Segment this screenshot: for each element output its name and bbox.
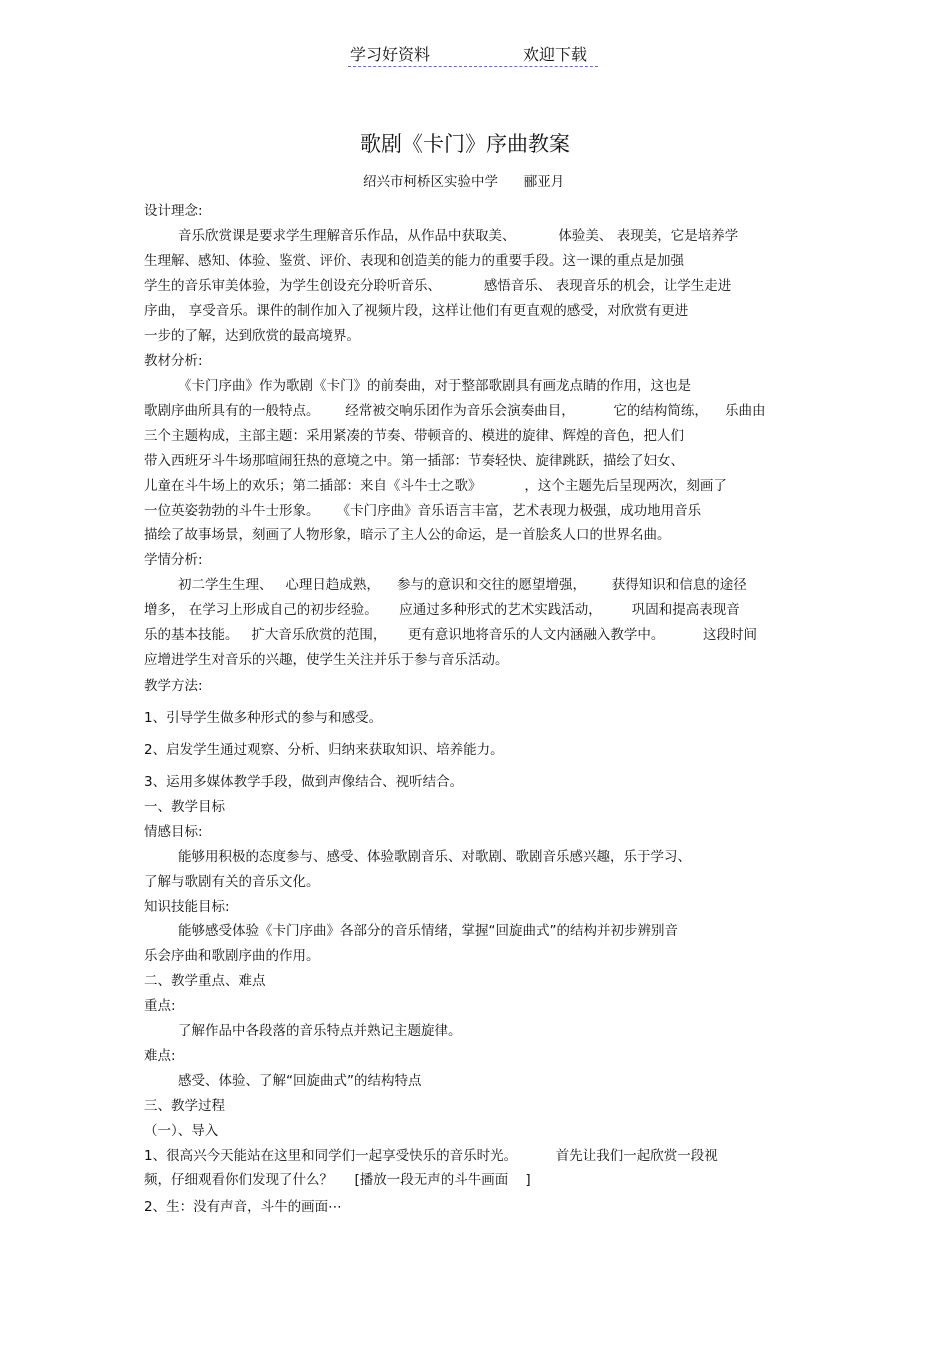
section-heading: 二、教学重点、难点 <box>144 973 266 989</box>
header-left-text: 学习好资料 <box>350 45 431 64</box>
paragraph-line: 一步的了解，达到欣赏的最高境界。 <box>144 328 360 344</box>
subsection-heading: 知识技能目标: <box>144 899 230 915</box>
paragraph-line: 乐的基本技能。 扩大音乐欣赏的范围， 更有意识地将音乐的人文内涵融入教学中。 这段时间 <box>144 627 757 643</box>
subsection-heading: 重点: <box>144 998 176 1014</box>
paragraph-line: 生理解、感知、体验、鉴赏、评价、表现和创造美的能力的重要手段。这一课的重点是加强 <box>144 253 684 269</box>
paragraph-line: 2、生：没有声音，斗牛的画面⋯ <box>144 1199 342 1215</box>
paragraph-line: 《卡门序曲》作为歌剧《卡门》的前奏曲，对于整部歌剧具有画龙点睛的作用，这也是 <box>178 378 691 394</box>
section-heading: 学情分析: <box>144 552 203 568</box>
list-item: 1、引导学生做多种形式的参与和感受。 <box>144 710 383 726</box>
paragraph-line: 应增进学生对音乐的兴趣，使学生关注并乐于参与音乐活动。 <box>144 652 509 668</box>
section-heading: 教学方法: <box>144 678 203 694</box>
page-header <box>348 42 598 67</box>
paragraph-line: 乐会序曲和歌剧序曲的作用。 <box>144 948 320 964</box>
paragraph-line: 序曲， 享受音乐。课件的制作加入了视频片段，这样让他们有更直观的感受，对欣赏有更进 <box>144 303 689 319</box>
paragraph-line: 一位英姿勃勃的斗牛士形象。 《卡门序曲》音乐语言丰富，艺术表现力极强，成功地用音乐 <box>144 503 702 519</box>
list-item: 3、运用多媒体教学手段，做到声像结合、视听结合。 <box>144 774 464 790</box>
section-heading: 三、教学过程 <box>144 1098 225 1114</box>
section-heading: 教材分析: <box>144 353 203 369</box>
header-right-text: 欢迎下载 <box>523 45 588 64</box>
subsection-heading: 情感目标: <box>144 824 203 840</box>
paragraph-line: 学生的音乐审美体验，为学生创设充分聆听音乐、 感悟音乐、 表现音乐的机会，让学生走进 <box>144 278 732 294</box>
paragraph-line: 能够感受体验《卡门序曲》各部分的音乐情绪，掌握“回旋曲式”的结构并初步辨别音 <box>178 923 678 939</box>
section-heading: 设计理念: <box>144 203 203 219</box>
paragraph-line: 初二学生生理、 心理日趋成熟， 参与的意识和交往的愿望增强， 获得知识和信息的途径 <box>178 577 747 593</box>
paragraph-line: 能够用积极的态度参与、感受、体验歌剧音乐、对歌剧、歌剧音乐感兴趣，乐于学习、 <box>178 849 691 865</box>
list-item: 2、启发学生通过观察、分析、归纳来获取知识、培养能力。 <box>144 742 504 758</box>
paragraph-line: 歌剧序曲所具有的一般特点。 经常被交响乐团作为音乐会演奏曲目， 它的结构简练， 乐曲由 <box>144 403 766 419</box>
paragraph-line: 频，仔细观看你们发现了什么？ [播放一段无声的斗牛画面 ] <box>144 1172 531 1188</box>
paragraph-line: 带入西班牙斗牛场那喧闹狂热的意境之中。第一插部：节奏轻快、旋律跳跃，描绘了妇女、 <box>144 453 684 469</box>
paragraph-line: 描绘了故事场景，刻画了人物形象，暗示了主人公的命运，是一首脍炙人口的世界名曲。 <box>144 527 671 543</box>
paragraph-line: 儿童在斗牛场上的欢乐；第二插部：来自《斗牛士之歌》 ，这个主题先后呈现两次，刻画了 <box>144 478 727 494</box>
paragraph-line: 增多， 在学习上形成自己的初步经验。 应通过多种形式的艺术实践活动， 巩固和提高表现音 <box>144 602 740 618</box>
author-line: 绍兴市柯桥区实验中学 郦亚月 <box>363 174 565 190</box>
section-heading: 一、教学目标 <box>144 799 225 815</box>
document-title: 歌剧《卡门》序曲教案 <box>360 132 570 156</box>
paragraph-line: 音乐欣赏课是要求学生理解音乐作品，从作品中获取美、 体验美、 表现美，它是培养学 <box>178 228 739 244</box>
subsection-heading: 难点: <box>144 1048 176 1064</box>
paragraph-line: 了解作品中各段落的音乐特点并熟记主题旋律。 <box>178 1023 462 1039</box>
subsection-heading: （一）、导入 <box>144 1123 219 1139</box>
paragraph-line: 了解与歌剧有关的音乐文化。 <box>144 874 320 890</box>
paragraph-line: 感受、体验、了解“回旋曲式”的结构特点 <box>178 1073 422 1089</box>
paragraph-line: 1、很高兴今天能站在这里和同学们一起享受快乐的音乐时光。 首先让我们一起欣赏一段视 <box>144 1148 718 1164</box>
paragraph-line: 三个主题构成，主部主题：采用紧凑的节奏、带顿音的、模进的旋律、辉煌的音色，把人们 <box>144 428 684 444</box>
